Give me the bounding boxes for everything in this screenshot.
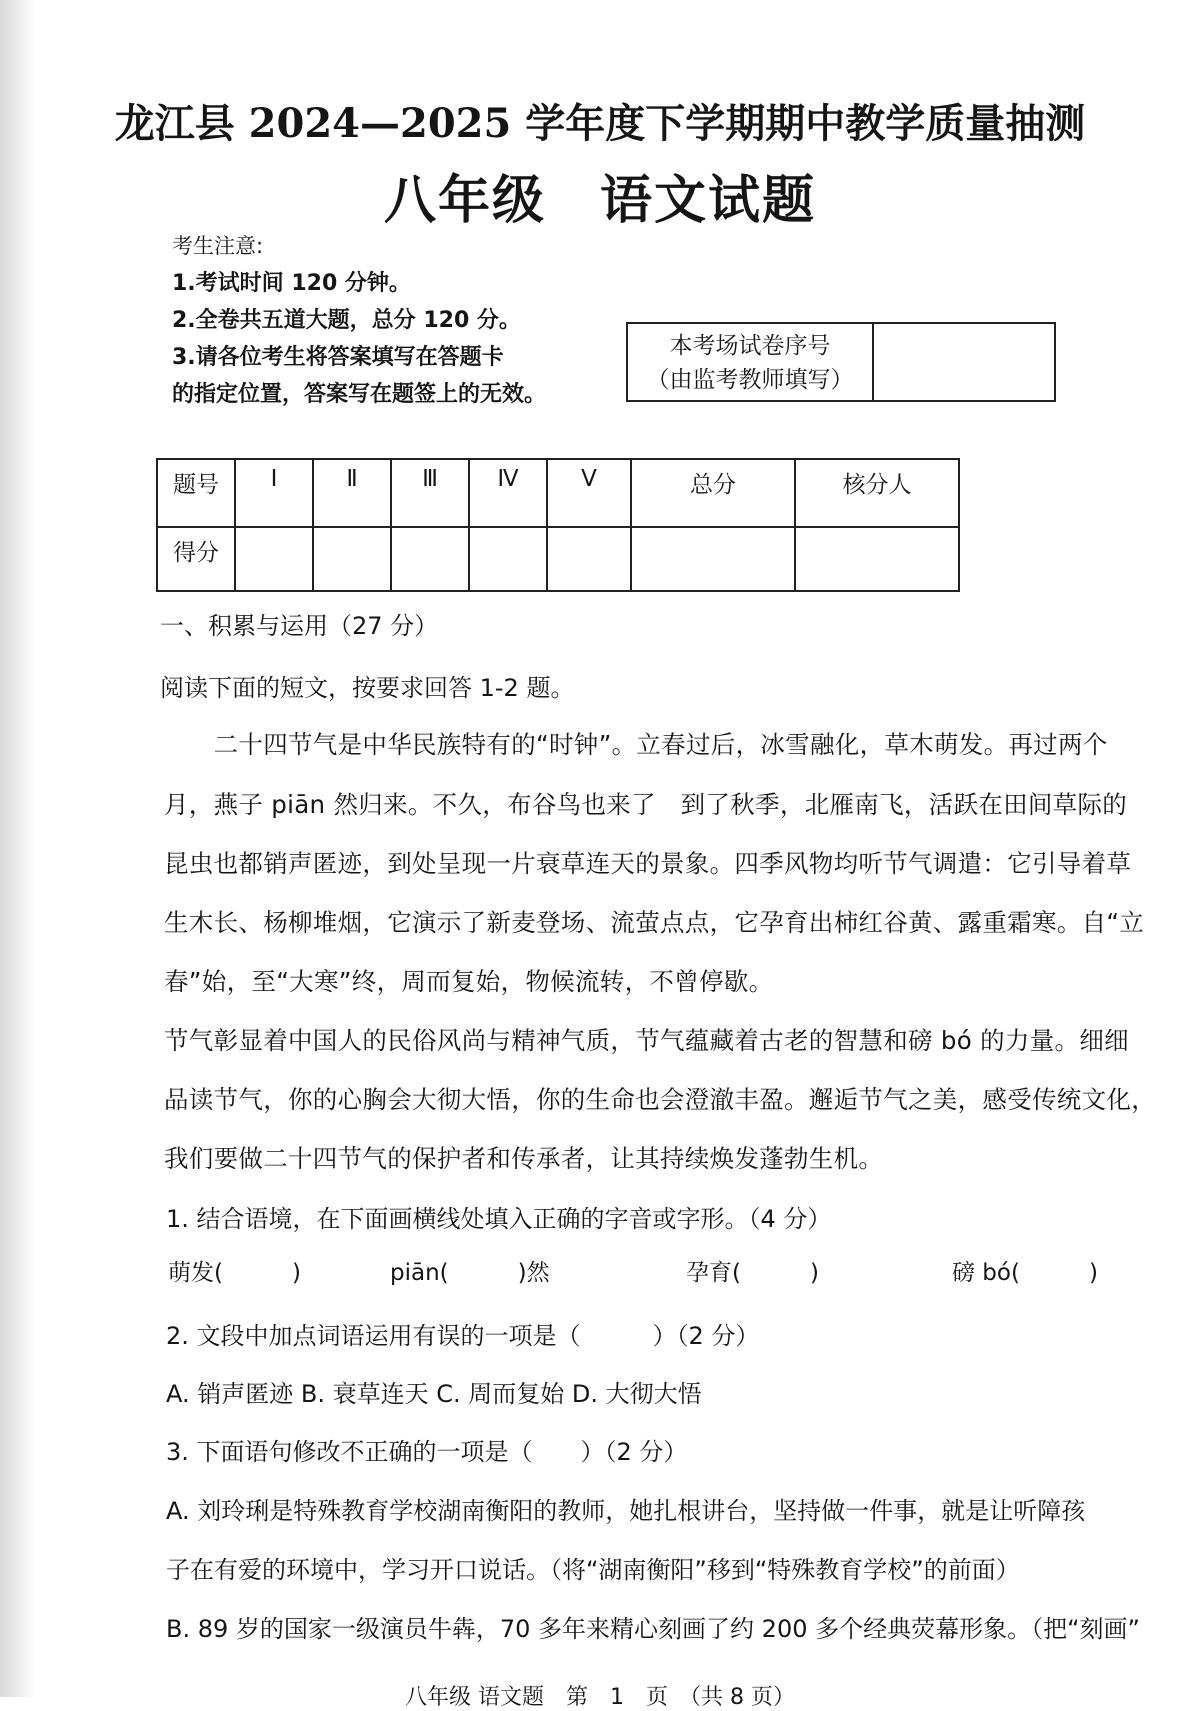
table-cell: Ⅲ [391, 459, 469, 527]
question-1: 1. 结合语境，在下面画横线处填入正确的字音或字形。（4 分） [166, 1205, 832, 1233]
notes-heading: 考生注意: [172, 234, 264, 258]
serial-label [628, 324, 874, 400]
question-3-option-a-cont: 子在有爱的环境中，学习开口说话。（将“湖南衡阳”移到“特殊教育学校”的前面） [166, 1556, 1020, 1584]
exam-subtitle: 八年级 语文试题 [383, 170, 816, 231]
score-table-score-row [157, 527, 959, 591]
passage-line: 生木长、杨柳堆烟，它演示了新麦登场、流萤点点，它孕育出柿红谷黄、露重霜寒。自“立 [164, 908, 1145, 937]
table-cell: Ⅴ [547, 459, 631, 527]
passage-line: 我们要做二十四节气的保护者和传承者，让其持续焕发蓬勃生机。 [164, 1144, 884, 1173]
blank-item[interactable]: 萌发( ) [168, 1260, 301, 1286]
blank-item[interactable]: piān( )然 [390, 1260, 550, 1286]
question-3-option-b: B. 89 岁的国家一级演员牛犇，70 多年来精心刻画了约 200 多个经典荧幕形象。（把“刻画” [166, 1615, 1140, 1643]
notes-item: 3.请各位考生将答案填写在答题卡 [172, 345, 504, 370]
notes-item: 的指定位置，答案写在题签上的无效。 [172, 382, 547, 407]
score-table [156, 458, 960, 592]
passage-line: 春”始，至“大寒”终，周而复始，物候流转，不曾停歇。 [164, 967, 774, 996]
table-cell: 总分 [631, 459, 795, 527]
table-cell: Ⅳ [469, 459, 547, 527]
table-cell: 题号 [157, 459, 235, 527]
score-input-cell[interactable] [391, 527, 469, 591]
passage-line: 昆虫也都销声匿迹，到处呈现一片衰草连天的景象。四季风物均听节气调遣：它引导着草 [164, 849, 1132, 878]
blank-item[interactable]: 孕育( ) [686, 1260, 819, 1286]
section-heading: 一、积累与运用（27 分） [160, 612, 439, 640]
table-cell: Ⅰ [235, 459, 313, 527]
passage-line: 品读节气，你的心胸会大彻大悟，你的生命也会澄澈丰盈。邂逅节气之美，感受传统文化， [164, 1085, 1156, 1114]
score-input-cell[interactable] [547, 527, 631, 591]
question-2: 2. 文段中加点词语运用有误的一项是（ ）（2 分） [166, 1322, 760, 1350]
exam-serial-box [626, 322, 1056, 402]
candidate-notes [172, 228, 546, 413]
question-2-options: A. 销声匿迹 B. 衰草连天 C. 周而复始 D. 大彻大悟 [166, 1380, 702, 1408]
question-1-blanks [168, 1254, 1128, 1286]
table-cell: Ⅱ [313, 459, 391, 527]
reading-instruction: 阅读下面的短文，按要求回答 1-2 题。 [160, 674, 575, 702]
question-3-option-a: A. 刘玲琍是特殊教育学校湖南衡阳的教师，她扎根讲台，坚持做一件事，就是让听障孩 [166, 1497, 1086, 1525]
score-input-cell[interactable] [313, 527, 391, 591]
blank-item[interactable]: 磅 bó( ) [952, 1260, 1098, 1286]
notes-item: 2.全卷共五道大题，总分 120 分。 [172, 308, 521, 333]
score-input-cell[interactable] [631, 527, 795, 591]
serial-label-line1: 本考场试卷序号 [669, 333, 831, 359]
serial-label-line2: （由监考教师填写） [646, 367, 854, 393]
exam-title: 龙江县 2024—2025 学年度下学期期中教学质量抽测 [114, 100, 1086, 147]
serial-value-field[interactable] [874, 324, 1054, 400]
score-input-cell[interactable] [235, 527, 313, 591]
page-footer: 八年级 语文题 第 1 页 （共 8 页） [405, 1685, 795, 1710]
score-table-header-row [157, 459, 959, 527]
score-input-cell[interactable] [469, 527, 547, 591]
table-cell: 得分 [157, 527, 235, 591]
question-3: 3. 下面语句修改不正确的一项是（ ）（2 分） [166, 1438, 688, 1466]
score-input-cell[interactable] [795, 527, 959, 591]
passage-line: 节气彰显着中国人的民俗风尚与精神气质，节气蕴藏着古老的智慧和磅 bó 的力量。细细 [164, 1026, 1129, 1055]
scan-edge-shadow [0, 0, 36, 1697]
notes-item: 1.考试时间 120 分钟。 [172, 271, 411, 296]
table-cell: 核分人 [795, 459, 959, 527]
passage-line: 月，燕子 piān 然归来。不久，布谷鸟也来了 到了秋季，北雁南飞，活跃在田间草际的 [164, 790, 1128, 819]
passage-line: 二十四节气是中华民族特有的“时钟”。立春过后，冰雪融化，草木萌发。再过两个 [164, 730, 1108, 759]
